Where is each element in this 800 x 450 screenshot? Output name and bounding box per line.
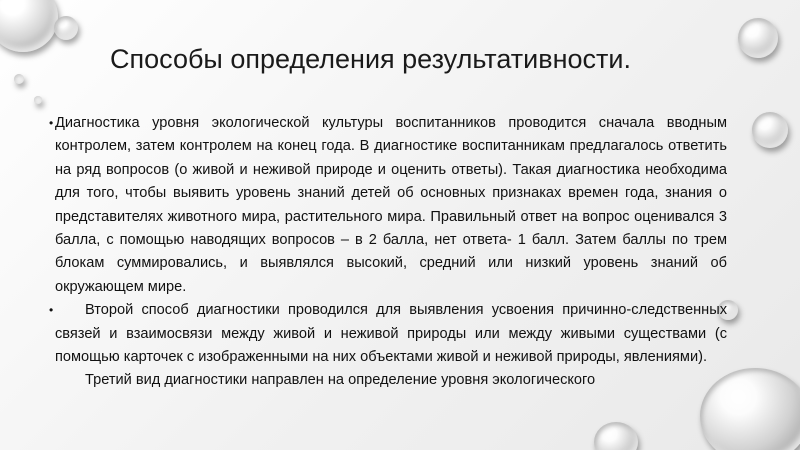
paragraph-2 [49,299,727,369]
water-drop-decoration [594,422,638,450]
paragraph-1 [49,112,727,299]
bullet-marker: • [49,303,54,318]
paragraph-text: Диагностика уровня экологической культуры воспитанников проводится сначала вводным контролем, затем контролем на конец года. В диагностике воспитанникам предлагалось ответить на ряд вопросов (о живой и неживой природе и оценить ответы). Такая диагностика необходима для того, чтобы выявить уровень знаний детей об основных признаках времен года, знания о представителях животного мира, растительного мира. Правильный ответ на вопрос оценивался 3 балла, с помощью наводящих вопросов – в 2 балла, нет ответа- 1 балл. Затем баллы по трем блокам суммировались, и выявлялся высокий, средний или низкий уровень знаний об окружающем мире. [55,115,727,295]
bullet-marker: • [49,116,54,130]
paragraph-text: Второй способ диагностики проводился для выявления усвоения причинно-следственных связей и взаимосвязи между живой и неживой природы или между живыми существами (с помощью карточек с изображенными на них объектами живой и неживой природы, явлениями). [55,302,727,366]
water-drop-decoration [752,112,788,148]
water-drop-decoration [14,74,24,84]
water-drop-decoration [54,16,78,40]
paragraph-text: Третий вид диагностики направлен на определение уровня экологического [85,372,596,389]
water-drop-decoration [0,0,58,52]
paragraph-3 [55,369,727,392]
water-drop-decoration [34,96,42,104]
slide-title: Способы определения результативности. [110,44,631,74]
slide-body [49,112,727,393]
